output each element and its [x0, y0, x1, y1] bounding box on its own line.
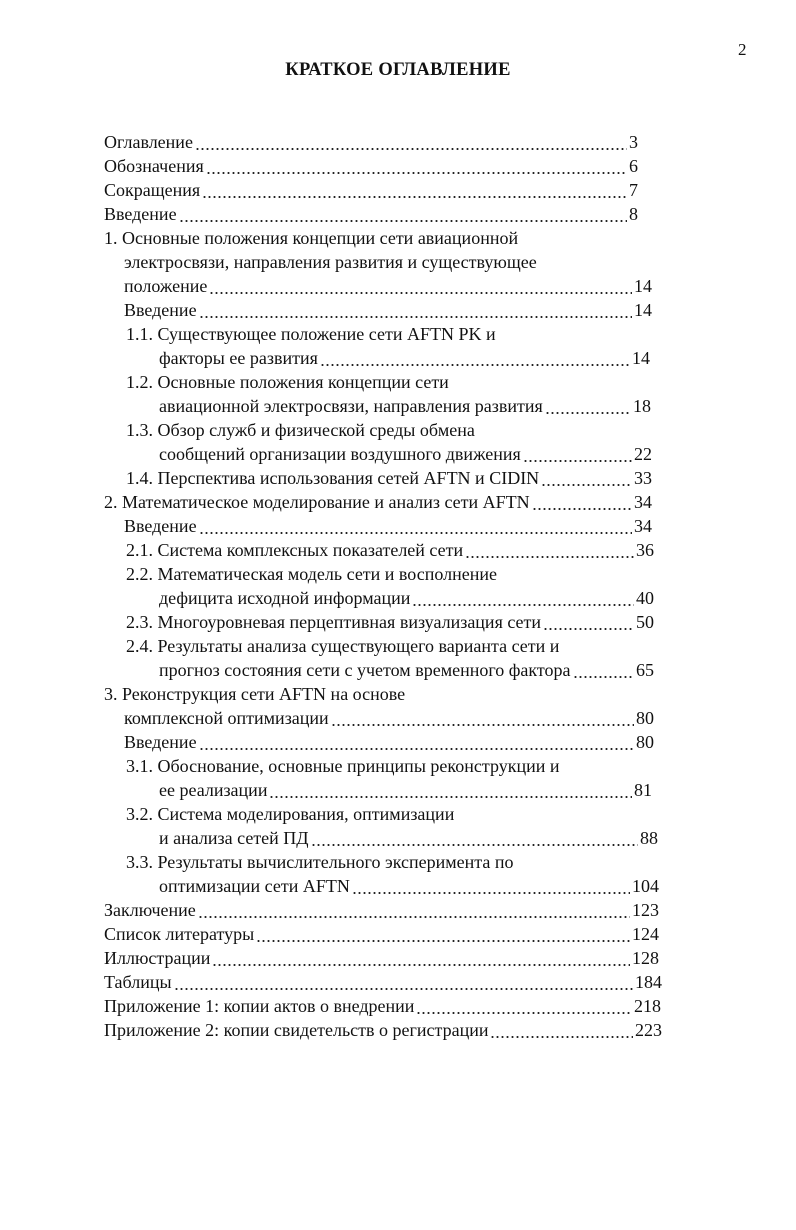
toc-entry-section-1-3[interactable]: сообщений организации воздушного движения 22 — [159, 444, 652, 464]
toc-entry-chapter-1[interactable]: положение 14 — [124, 276, 652, 296]
page-number: 2 — [738, 40, 747, 59]
toc-chapter-3-line1: 3. Реконструкция сети AFTN на основе — [104, 684, 406, 704]
dot-leader — [179, 202, 627, 226]
dot-leader — [545, 394, 631, 418]
toc-entry-chapter-2[interactable]: 2. Математическое моделирование и анализ сети AFTN 34 — [104, 492, 652, 512]
dot-leader — [465, 538, 634, 562]
toc-entry-contents[interactable]: Оглавление 3 — [104, 132, 638, 152]
dot-leader — [541, 466, 632, 490]
toc-section-3-1-line1: 3.1. Обоснование, основные принципы реконструкции и — [126, 756, 560, 776]
toc-section-1-1-line1: 1.1. Существующее положение сети AFTN PK и — [126, 324, 496, 344]
toc-entry-section-1-1[interactable]: факторы ее развития 14 — [159, 348, 650, 368]
dot-leader — [195, 130, 627, 154]
toc-entry-notation[interactable]: Обозначения 6 — [104, 156, 638, 176]
dot-leader — [202, 178, 627, 202]
toc-entry-conclusion[interactable]: Заключение 123 — [104, 900, 659, 920]
dot-leader — [256, 922, 630, 946]
toc-section-3-2-line1: 3.2. Система моделирования, оптимизации — [126, 804, 455, 824]
dot-leader — [174, 970, 633, 994]
toc-entry-abbreviations[interactable]: Сокращения 7 — [104, 180, 638, 200]
toc-entry-chapter-2-intro[interactable]: Введение 34 — [124, 516, 652, 536]
toc-section-1-2-line1: 1.2. Основные положения концепции сети — [126, 372, 449, 392]
toc-entry-section-2-3[interactable]: 2.3. Многоуровневая перцептивная визуализация сети 50 — [126, 612, 654, 632]
toc-entry-chapter-3-intro[interactable]: Введение 80 — [124, 732, 654, 752]
dot-leader — [199, 298, 632, 322]
toc-chapter-1-line2: электросвязи, направления развития и существующее — [124, 252, 537, 272]
dot-leader — [206, 154, 627, 178]
toc-entry-tables[interactable]: Таблицы 184 — [104, 972, 662, 992]
dot-leader — [199, 514, 632, 538]
toc-section-1-3-line1: 1.3. Обзор служб и физической среды обмена — [126, 420, 475, 440]
dot-leader — [532, 490, 632, 514]
toc-entry-section-1-2[interactable]: авиационной электросвязи, направления развития 18 — [159, 396, 651, 416]
dot-leader — [416, 994, 632, 1018]
toc-entry-section-3-1[interactable]: ее реализации 81 — [159, 780, 652, 800]
toc-entry-section-2-2[interactable]: дефицита исходной информации 40 — [159, 588, 654, 608]
toc-entry-references[interactable]: Список литературы 124 — [104, 924, 659, 944]
dot-leader — [199, 730, 634, 754]
dot-leader — [209, 274, 632, 298]
toc-entry-illustrations[interactable]: Иллюстрации 128 — [104, 948, 659, 968]
dot-leader — [490, 1018, 633, 1042]
toc-entry-section-1-4[interactable]: 1.4. Перспектива использования сетей AFTN и CIDIN 33 — [126, 468, 652, 488]
toc-entry-section-2-4[interactable]: прогноз состояния сети с учетом временного фактора 65 — [159, 660, 654, 680]
dot-leader — [212, 946, 630, 970]
toc-section-3-3-line1: 3.3. Результаты вычислительного эксперимента по — [126, 852, 514, 872]
toc-entry-section-2-1[interactable]: 2.1. Система комплексных показателей сети 36 — [126, 540, 654, 560]
dot-leader — [573, 658, 634, 682]
toc-entry-appendix-2[interactable]: Приложение 2: копии свидетельств о регистрации 223 — [104, 1020, 662, 1040]
dot-leader — [331, 706, 634, 730]
toc-chapter-1-line1: 1. Основные положения концепции сети авиационной — [104, 228, 519, 248]
dot-leader — [412, 586, 634, 610]
toc-entry-section-3-3[interactable]: оптимизации сети AFTN 104 — [159, 876, 659, 896]
toc-section-2-4-line1: 2.4. Результаты анализа существующего варианта сети и — [126, 636, 560, 656]
dot-leader — [523, 442, 632, 466]
dot-leader — [198, 898, 630, 922]
dot-leader — [311, 826, 638, 850]
dot-leader — [269, 778, 632, 802]
toc-entry-section-3-2[interactable]: и анализа сетей ПД 88 — [159, 828, 658, 848]
toc-entry-chapter-1-intro[interactable]: Введение 14 — [124, 300, 652, 320]
toc-entry-introduction[interactable]: Введение 8 — [104, 204, 638, 224]
toc-entry-chapter-3[interactable]: комплексной оптимизации 80 — [124, 708, 654, 728]
dot-leader — [320, 346, 630, 370]
toc-section-2-2-line1: 2.2. Математическая модель сети и восполнение — [126, 564, 498, 584]
page-title: КРАТКОЕ ОГЛАВЛЕНИЕ — [285, 60, 511, 80]
dot-leader — [543, 610, 634, 634]
dot-leader — [352, 874, 630, 898]
toc-entry-appendix-1[interactable]: Приложение 1: копии актов о внедрении 218 — [104, 996, 661, 1016]
